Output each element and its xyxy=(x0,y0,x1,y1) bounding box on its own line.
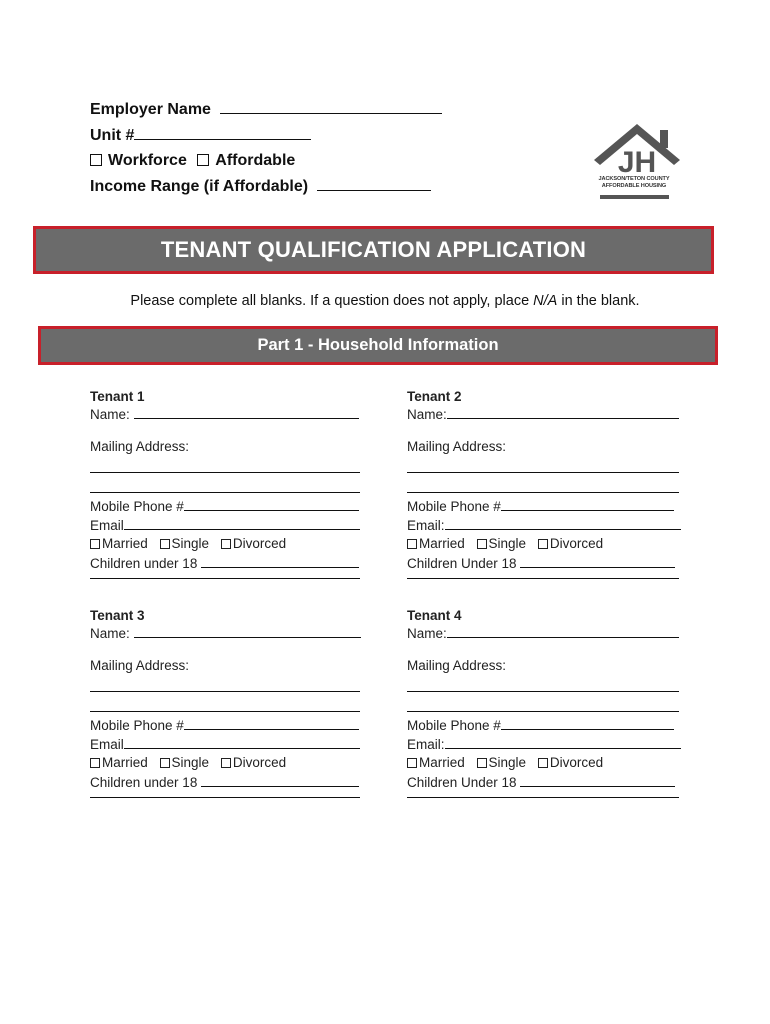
email-row xyxy=(90,517,365,536)
email-field[interactable] xyxy=(445,736,681,749)
affordable-checkbox[interactable] xyxy=(197,154,209,166)
single-label: Single xyxy=(488,755,527,770)
divorced-label: Divorced xyxy=(232,755,287,770)
tenant-title: Tenant 4 xyxy=(407,608,462,623)
married-checkbox[interactable] xyxy=(90,758,100,768)
divorced-label: Divorced xyxy=(549,755,604,770)
marital-row xyxy=(407,536,682,555)
mailing-label: Mailing Address: xyxy=(407,658,507,673)
instructions-text: Please complete all blanks. If a question does not apply, place xyxy=(130,293,534,309)
unit-field[interactable] xyxy=(134,125,311,140)
divorced-label: Divorced xyxy=(549,536,604,551)
tenant-3-block xyxy=(90,608,365,803)
children-field[interactable] xyxy=(201,774,359,787)
marital-row xyxy=(90,755,365,774)
name-label: Name: xyxy=(407,407,447,422)
divorced-checkbox[interactable] xyxy=(221,539,231,549)
income-range-field[interactable] xyxy=(317,176,431,191)
part1-title: Part 1 - Household Information xyxy=(257,336,499,354)
children-line-2[interactable] xyxy=(90,574,360,579)
logo-bar xyxy=(600,195,669,199)
employer-label: Employer Name xyxy=(90,101,211,118)
address-line-2[interactable] xyxy=(90,478,360,493)
address-line-1[interactable] xyxy=(407,458,679,473)
address-line-2[interactable] xyxy=(90,697,360,712)
email-label: Email: xyxy=(407,518,445,533)
logo-initials: JH xyxy=(617,146,657,179)
email-field[interactable] xyxy=(445,517,681,530)
single-checkbox[interactable] xyxy=(477,539,487,549)
name-label: Name: xyxy=(90,626,130,641)
divorced-checkbox[interactable] xyxy=(221,758,231,768)
employer-name-field[interactable] xyxy=(220,99,442,114)
mailing-label: Mailing Address: xyxy=(407,439,507,454)
name-row xyxy=(407,625,682,644)
email-field[interactable] xyxy=(124,517,360,530)
phone-label: Mobile Phone # xyxy=(407,499,501,514)
phone-row xyxy=(407,498,682,517)
instructions xyxy=(0,293,770,309)
children-line-2[interactable] xyxy=(90,793,360,798)
email-row xyxy=(90,736,365,755)
mailing-label: Mailing Address: xyxy=(90,439,190,454)
phone-row xyxy=(90,717,365,736)
married-checkbox[interactable] xyxy=(407,539,417,549)
logo-caption xyxy=(598,176,670,189)
children-row xyxy=(407,774,682,793)
email-label: Email xyxy=(90,737,124,752)
email-label: Email: xyxy=(407,737,445,752)
married-label: Married xyxy=(102,536,148,551)
tenant-title: Tenant 2 xyxy=(407,389,462,404)
phone-row xyxy=(90,498,365,517)
address-line-1[interactable] xyxy=(90,458,360,473)
single-checkbox[interactable] xyxy=(477,758,487,768)
address-line-2[interactable] xyxy=(407,478,679,493)
divorced-checkbox[interactable] xyxy=(538,758,548,768)
phone-field[interactable] xyxy=(501,498,674,511)
email-row xyxy=(407,517,682,536)
divorced-label: Divorced xyxy=(232,536,287,551)
marital-row xyxy=(407,755,682,774)
children-row xyxy=(407,555,682,574)
phone-label: Mobile Phone # xyxy=(407,718,501,733)
name-row xyxy=(407,406,682,425)
part1-banner xyxy=(38,326,718,365)
children-field[interactable] xyxy=(201,555,359,568)
single-checkbox[interactable] xyxy=(160,758,170,768)
tenant-title: Tenant 1 xyxy=(90,389,145,404)
children-label: Children Under 18 xyxy=(407,556,517,571)
phone-label: Mobile Phone # xyxy=(90,718,184,733)
single-checkbox[interactable] xyxy=(160,539,170,549)
name-label: Name: xyxy=(407,626,447,641)
logo-line-1: JACKSON/TETON COUNTY xyxy=(598,176,670,182)
single-label: Single xyxy=(171,536,210,551)
instructions-text-end: in the blank. xyxy=(557,293,640,309)
address-line-1[interactable] xyxy=(407,677,679,692)
phone-label: Mobile Phone # xyxy=(90,499,184,514)
header-fields xyxy=(90,97,442,199)
affordable-label: Affordable xyxy=(215,152,296,169)
children-line-2[interactable] xyxy=(407,574,679,579)
children-label: Children under 18 xyxy=(90,556,198,571)
page-title: TENANT QUALIFICATION APPLICATION xyxy=(160,237,587,262)
single-label: Single xyxy=(171,755,210,770)
email-field[interactable] xyxy=(124,736,360,749)
name-label: Name: xyxy=(90,407,130,422)
children-label: Children Under 18 xyxy=(407,775,517,790)
single-label: Single xyxy=(488,536,527,551)
logo-line-2: AFFORDABLE HOUSING xyxy=(601,182,667,189)
children-row xyxy=(90,555,365,574)
workforce-checkbox[interactable] xyxy=(90,154,102,166)
email-row xyxy=(407,736,682,755)
name-field[interactable] xyxy=(447,625,679,638)
married-label: Married xyxy=(419,536,465,551)
income-label: Income Range (if Affordable) xyxy=(90,177,309,195)
title-banner xyxy=(33,226,714,274)
unit-label: Unit # xyxy=(90,126,135,144)
children-line-2[interactable] xyxy=(407,793,679,798)
workforce-label: Workforce xyxy=(108,152,187,169)
children-field[interactable] xyxy=(520,555,675,568)
married-checkbox[interactable] xyxy=(90,539,100,549)
unit-row xyxy=(90,123,442,149)
name-field[interactable] xyxy=(447,406,679,419)
marital-row xyxy=(90,536,365,555)
employer-row xyxy=(90,97,442,123)
house-logo-icon xyxy=(590,120,685,202)
children-row xyxy=(90,774,365,793)
married-label: Married xyxy=(419,755,465,770)
email-label: Email xyxy=(90,518,124,533)
tenant-1-block xyxy=(90,389,365,584)
name-row xyxy=(90,625,365,644)
name-row xyxy=(90,406,365,425)
married-checkbox[interactable] xyxy=(407,758,417,768)
divorced-checkbox[interactable] xyxy=(538,539,548,549)
phone-field[interactable] xyxy=(501,717,674,730)
income-row xyxy=(90,174,442,200)
tenant-2-block xyxy=(407,389,682,584)
phone-field[interactable] xyxy=(184,498,359,511)
name-field[interactable] xyxy=(134,625,361,638)
name-field[interactable] xyxy=(134,406,359,419)
tenant-title: Tenant 3 xyxy=(90,608,145,623)
married-label: Married xyxy=(102,755,148,770)
phone-row xyxy=(407,717,682,736)
address-line-2[interactable] xyxy=(407,697,679,712)
housing-type-row xyxy=(90,148,442,174)
address-line-1[interactable] xyxy=(90,677,360,692)
children-field[interactable] xyxy=(520,774,675,787)
phone-field[interactable] xyxy=(184,717,359,730)
children-label: Children under 18 xyxy=(90,775,198,790)
mailing-label: Mailing Address: xyxy=(90,658,190,673)
tenant-4-block xyxy=(407,608,682,803)
instructions-na: N/A xyxy=(533,293,558,309)
